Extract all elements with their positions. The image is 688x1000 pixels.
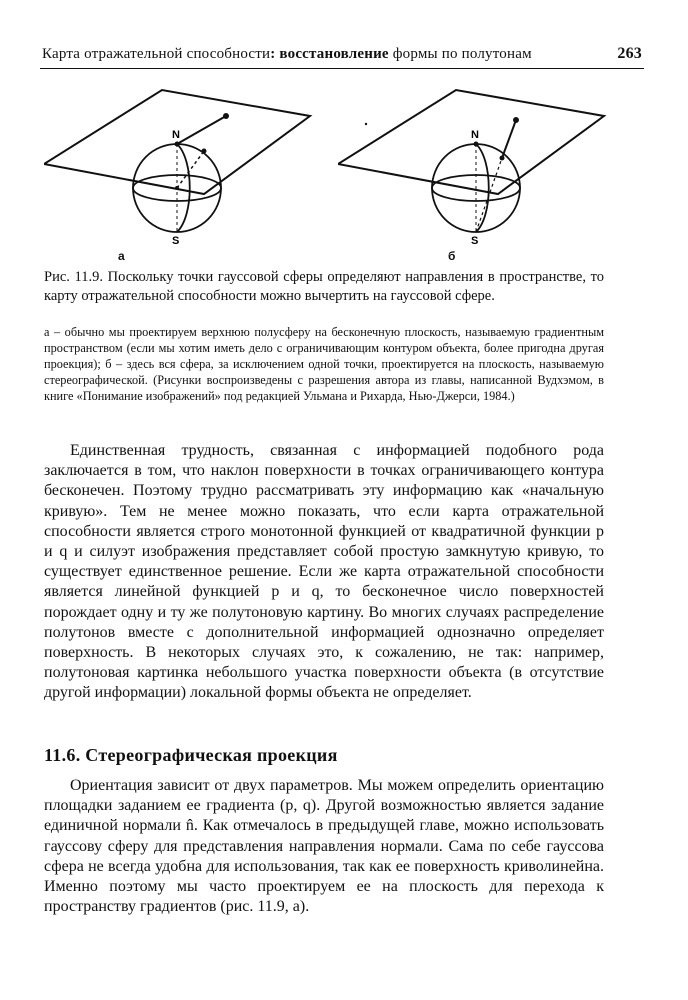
south-label: S bbox=[471, 235, 479, 247]
stray-dot bbox=[365, 123, 367, 125]
sphere-center-point bbox=[175, 186, 179, 190]
gaussian-sphere-diagram-a bbox=[44, 80, 314, 250]
figure-a bbox=[44, 80, 314, 250]
north-label: N bbox=[471, 129, 479, 141]
projection-ray bbox=[502, 120, 516, 158]
figure-caption-note: а – обычно мы проектируем верхнюю полусферу на бесконечную плоскость, называемую градиентным пространством (если мы хотим иметь дело с ограничивающим контуром объекта, более пригодна другая проекция); б – здесь вся сфера, за исключением одной точки, проектируется на плоскость, называемую стереографической. (Рисунки воспроизведены с разрешения автора из главы, написанной Вудхэмом, в книге «Понимание изображений» под редакцией Ульмана и Рихарда, Нью-Джерси, 1984.) bbox=[44, 325, 604, 403]
running-header bbox=[40, 44, 644, 69]
sphere-meridian bbox=[476, 144, 489, 232]
figure-b bbox=[338, 80, 608, 250]
stereographic-plane bbox=[338, 90, 604, 194]
plane-point bbox=[223, 113, 229, 119]
sphere-point bbox=[202, 149, 207, 154]
title-part-3: формы по полутонам bbox=[388, 46, 532, 62]
north-label: N bbox=[172, 129, 180, 141]
paragraph-2: Ориентация зависит от двух параметров. Мы можем определить ориентацию площадки заданием ее градиента (p, q). Другой возможностью является задание единичной нормали n̂. Как отмечалось в предыдущей главе, можно использовать гауссову сферу для представления направления нормали. Сама по себе гауссова сфера не всегда удобна для использования, так как ее поверхность криволинейна. Именно поэтому мы часто проектируем ее на плоскость для перехода к пространству градиентов (рис. 11.9, а). bbox=[44, 777, 604, 916]
north-pole-point bbox=[474, 142, 479, 147]
sphere-point bbox=[500, 156, 505, 161]
section-title: 11.6. Стереографическая проекция bbox=[44, 745, 338, 765]
gaussian-sphere-diagram-b bbox=[338, 80, 608, 250]
title-part-2: : восстановление bbox=[270, 46, 389, 62]
south-label: S bbox=[172, 235, 180, 247]
figure-caption: Рис. 11.9. Поскольку точки гауссовой сферы определяют направления в пространстве, то карту отражательной способности можно вычертить на гауссовой сфере. bbox=[44, 269, 604, 304]
north-pole-point bbox=[175, 142, 180, 147]
plane-point bbox=[513, 117, 519, 123]
figure-b-label: б bbox=[448, 249, 456, 263]
running-title bbox=[42, 46, 532, 63]
paragraph-1: Единственная трудность, связанная с информацией подобного рода заключается в том, что наклон поверхности в точках ограничивающего контура бесконечен. Поэтому трудно рассматривать эту информацию как «начальную кривую». Тем не менее можно показать, что если карта отражательной способности является строго монотонной функцией от квадратичной функции p и q и силуэт изображения представляет собой простую замкнутую кривую, то существует единственное решение. Если же карта отражательной способности является линейной функцией p и q, то бесконечное число поверхностей порождает одну и ту же полутоновую картину. Во многих случаях распределение полутонов вместе с дополнительной информацией однозначно определяет поверхность. В некоторых случаях это, к сожалению, не так: например, полутоновая картинка небольшого участка поверхности объекта (в отсутствие другой информации) локальной формы объекта не определяет. bbox=[44, 442, 604, 702]
projection-ray bbox=[177, 116, 226, 144]
title-part-1: Карта отражательной способности bbox=[42, 46, 271, 62]
figure-a-label: а bbox=[118, 249, 125, 263]
page-number: 263 bbox=[617, 45, 642, 62]
